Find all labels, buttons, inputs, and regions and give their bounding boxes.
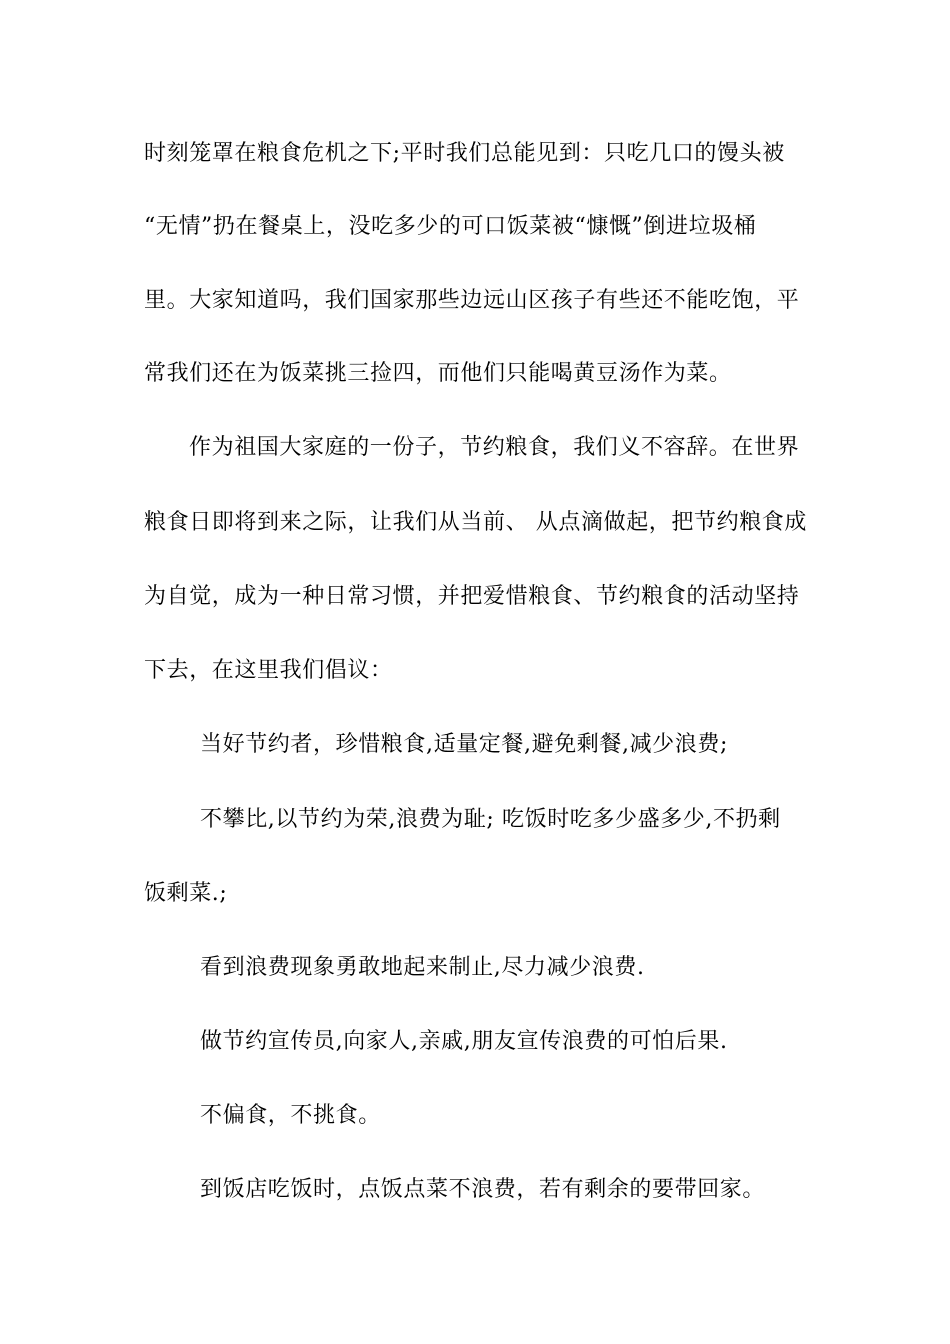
proposal-item: 不偏食，不挑食。 bbox=[200, 1103, 381, 1128]
proposal-item: 看到浪费现象勇敢地起来制止,尽力减少浪费. bbox=[200, 955, 645, 980]
text-line: 为自觉，成为一种日常习惯，并把爱惜粮食、节约粮食的活动坚持 bbox=[144, 584, 800, 609]
proposal-item: 到饭店吃饭时，点饭点菜不浪费，若有剩余的要带回家。 bbox=[200, 1177, 766, 1202]
text-line: 常我们还在为饭菜挑三捡四，而他们只能喝黄豆汤作为菜。 bbox=[144, 361, 732, 386]
text-line: 时刻笼罩在粮食危机之下;平时我们总能见到：只吃几口的馒头被 bbox=[144, 141, 785, 166]
proposal-item: 当好节约者，珍惜粮食,适量定餐,避免剩餐,减少浪费; bbox=[200, 732, 728, 757]
text-line: 下去，在这里我们倡议： bbox=[144, 658, 393, 683]
text-line: 里。大家知道吗，我们国家那些边远山区孩子有些还不能吃饱，平 bbox=[144, 288, 800, 313]
proposal-item: 做节约宣传员,向家人,亲戚,朋友宣传浪费的可怕后果. bbox=[200, 1029, 728, 1054]
paragraph-first-line: 作为祖国大家庭的一份子，节约粮食，我们义不容辞。在世界 bbox=[189, 435, 800, 460]
text-line: 粮食日即将到来之际，让我们从当前、 从点滴做起，把节约粮食成 bbox=[144, 510, 807, 535]
text-line: “无情”扔在餐桌上，没吃多少的可口饭菜被“慷慨”倒进垃圾桶 bbox=[144, 214, 757, 239]
proposal-item: 不攀比,以节约为荣,浪费为耻; 吃饭时吃多少盛多少,不扔剩 bbox=[200, 807, 781, 832]
text-line: 饭剩菜.; bbox=[144, 881, 228, 906]
